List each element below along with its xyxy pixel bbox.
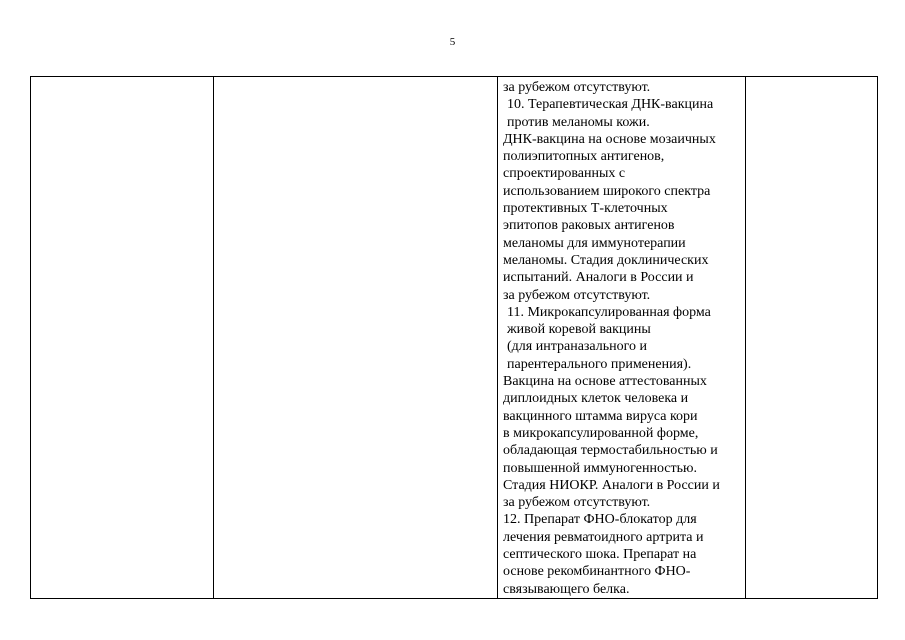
table-cell-col2 <box>214 77 498 599</box>
text-line: меланомы. Стадия доклинических <box>503 252 709 268</box>
text-line: использованием широкого спектра <box>503 183 711 199</box>
text-line: против меланомы кожи. <box>507 114 650 130</box>
text-line: за рубежом отсутствуют. <box>503 287 651 303</box>
text-line: 12. Препарат ФНО-блокатор для <box>503 512 697 528</box>
text-line: парентерального применения). <box>507 356 692 372</box>
text-line: за рубежом отсутствуют. <box>503 495 651 511</box>
description-text <box>498 77 745 598</box>
text-line: вакцинного штамма вируса кори <box>503 408 698 424</box>
text-line: в микрокапсулированной форме, <box>503 425 699 441</box>
table-row <box>31 77 878 599</box>
table-cell-col4 <box>746 77 878 599</box>
text-line: ДНК-вакцина на основе мозаичных <box>503 131 716 147</box>
text-line: эпитопов раковых антигенов <box>503 218 675 234</box>
text-line: спроектированных с <box>503 166 626 182</box>
text-line: Стадия НИОКР. Аналоги в России и <box>503 477 720 493</box>
text-line: (для интраназального и <box>507 339 648 355</box>
text-line: диплоидных клеток человека и <box>503 391 689 407</box>
table-cell-description <box>498 77 746 599</box>
text-line: связывающего белка. <box>503 581 630 597</box>
text-line: лечения ревматоидного артрита и <box>503 529 704 545</box>
text-line: 11. Микрокапсулированная форма <box>507 304 711 320</box>
text-line: обладающая термостабильностью и <box>503 443 718 459</box>
text-line: повышенной иммуногенностью. <box>503 460 697 476</box>
page-number: 5 <box>449 36 456 48</box>
text-line: за рубежом отсутствуют. <box>503 80 651 95</box>
document-table <box>30 76 878 599</box>
text-line: полиэпитопных антигенов, <box>503 149 665 165</box>
text-line: Вакцина на основе аттестованных <box>503 374 707 390</box>
text-line: протективных Т-клеточных <box>503 201 668 217</box>
table-cell-col1 <box>31 77 214 599</box>
text-line: септического шока. Препарат на <box>503 547 697 563</box>
text-line: живой коревой вакцины <box>507 322 651 338</box>
text-line: испытаний. Аналоги в России и <box>503 270 694 286</box>
text-line: основе рекомбинантного ФНО- <box>503 564 691 580</box>
text-line: меланомы для иммунотерапии <box>503 235 686 251</box>
text-line: 10. Терапевтическая ДНК-вакцина <box>507 97 714 113</box>
